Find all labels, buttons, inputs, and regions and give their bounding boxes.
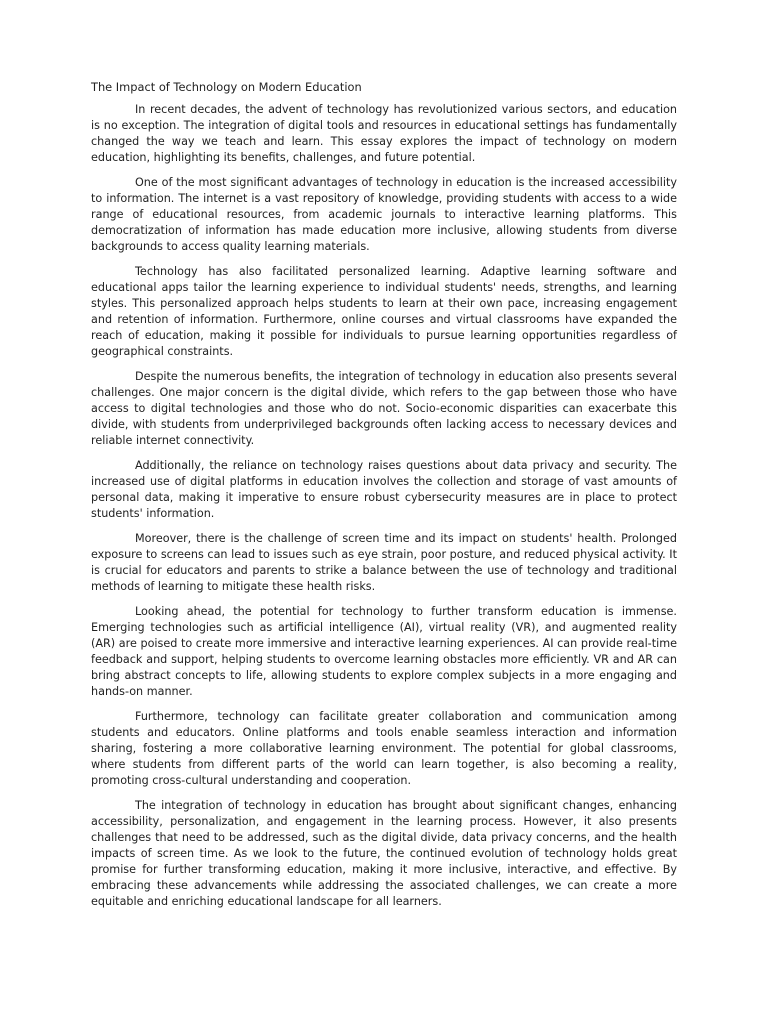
- paragraph-accessibility: One of the most significant advantages of technology in education is the increased accessibility to information. The internet is a vast repository of knowledge, providing students with access to a wide range of educational resources, from academic journals to interactive learning platforms. This democratization of information has made education more inclusive, allowing students from diverse backgrounds to access quality learning materials.: [91, 176, 677, 253]
- paragraph-conclusion: The integration of technology in education has brought about significant changes, enhancing accessibility, personalization, and engagement in the learning process. However, it also presents challenges that need to be addressed, such as the digital divide, data privacy concerns, and the health impacts of screen time. As we look to the future, the continued evolution of technology holds great promise for further transforming education, making it more inclusive, interactive, and effective. By embracing these advancements while addressing the associated challenges, we can create a more equitable and enriching educational landscape for all learners.: [91, 799, 677, 908]
- paragraph-screen-time: Moreover, there is the challenge of screen time and its impact on students' health. Prolonged exposure to screens can lead to issues such as eye strain, poor posture, and reduced physical activity. It is crucial for educators and parents to strike a balance between the use of technology and traditional methods of learning to mitigate these health risks.: [91, 532, 677, 593]
- paragraph-digital-divide: Despite the numerous benefits, the integration of technology in education also presents several challenges. One major concern is the digital divide, which refers to the gap between those who have access to digital technologies and those who do not. Socio-economic disparities can exacerbate this divide, with students from underprivileged backgrounds often lacking access to necessary devices and reliable internet connectivity.: [91, 370, 677, 447]
- document-title: The Impact of Technology on Modern Education: [91, 80, 362, 94]
- paragraph-intro: In recent decades, the advent of technology has revolutionized various sectors, and education is no exception. The integration of digital tools and resources in educational settings has fundamentally changed the way we teach and learn. This essay explores the impact of technology on modern education, highlighting its benefits, challenges, and future potential.: [91, 103, 677, 164]
- paragraph-data-privacy: Additionally, the reliance on technology raises questions about data privacy and security. The increased use of digital platforms in education involves the collection and storage of vast amounts of personal data, making it imperative to ensure robust cybersecurity measures are in place to protect students' information.: [91, 459, 677, 520]
- paragraph-collaboration: Furthermore, technology can facilitate greater collaboration and communication among students and educators. Online platforms and tools enable seamless interaction and information sharing, fostering a more collaborative learning environment. The potential for global classrooms, where students from different parts of the world can learn together, is also becoming a reality, promoting cross-cultural understanding and cooperation.: [91, 710, 677, 787]
- paragraph-personalized-learning: Technology has also facilitated personalized learning. Adaptive learning software and educational apps tailor the learning experience to individual students' needs, strengths, and learning styles. This personalized approach helps students to learn at their own pace, increasing engagement and retention of information. Furthermore, online courses and virtual classrooms have expanded the reach of education, making it possible for individuals to pursue learning opportunities regardless of geographical constraints.: [91, 265, 677, 358]
- paragraph-future-potential: Looking ahead, the potential for technology to further transform education is immense. Emerging technologies such as artificial intelligence (AI), virtual reality (VR), and augmented reality (AR) are poised to create more immersive and interactive learning experiences. AI can provide real-time feedback and support, helping students to overcome learning obstacles more efficiently. VR and AR can bring abstract concepts to life, allowing students to explore complex subjects in a more engaging and hands-on manner.: [91, 605, 677, 698]
